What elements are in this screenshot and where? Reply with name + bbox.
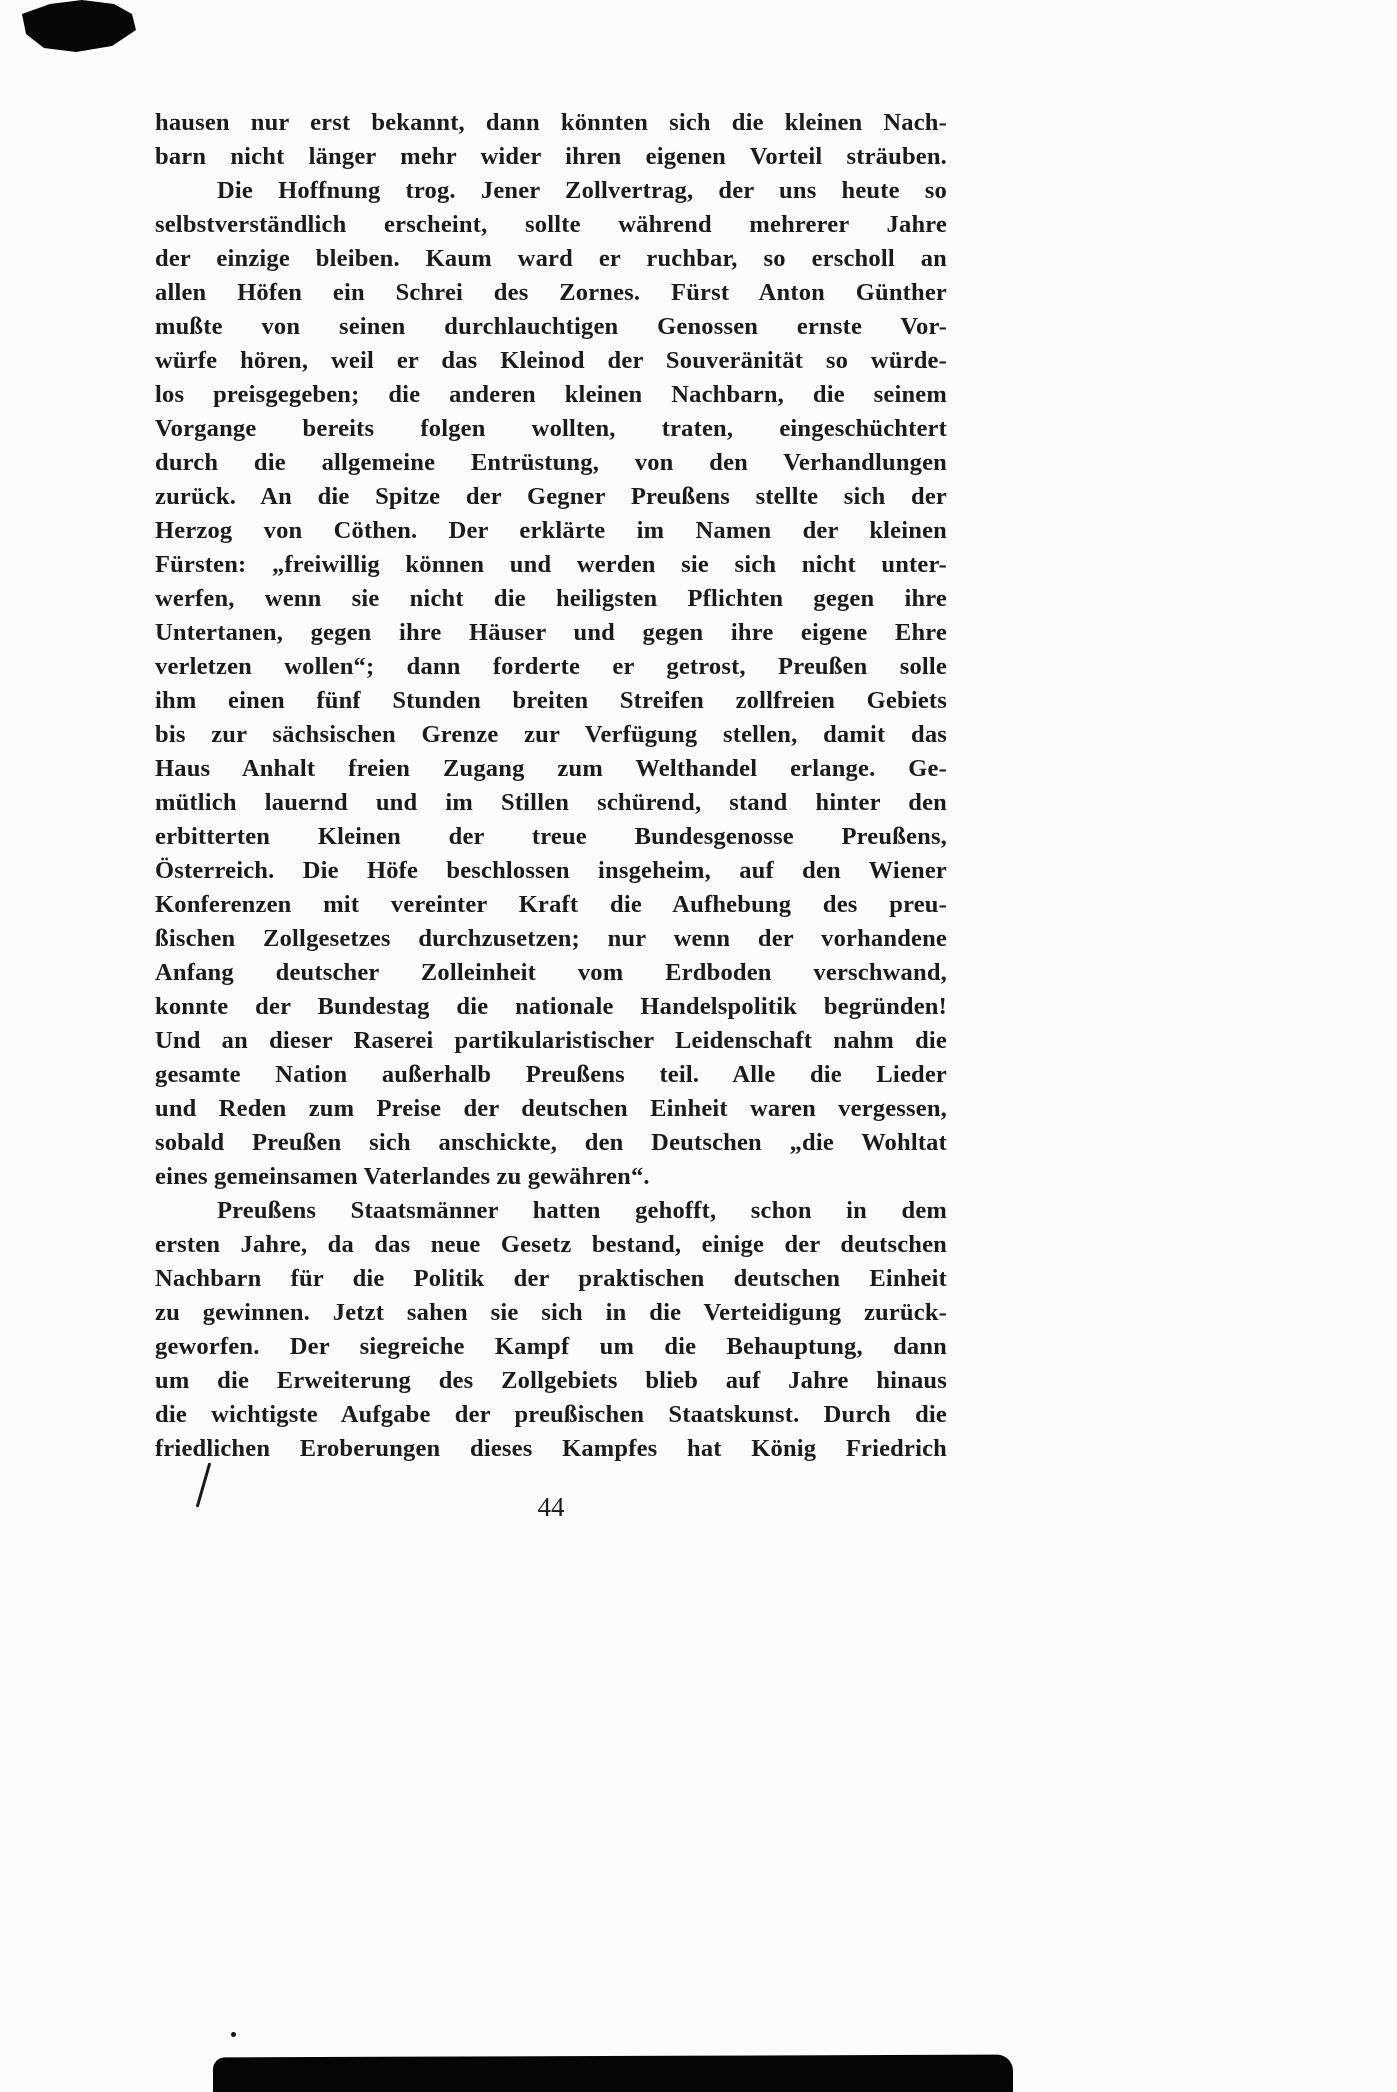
text-line: werfen, wenn sie nicht die heiligsten Pflichten gegen ihre bbox=[155, 585, 947, 612]
text-line: Untertanen, gegen ihre Häuser und gegen ihre eigene Ehre bbox=[155, 619, 947, 646]
text-line: bis zur sächsischen Grenze zur Verfügung stellen, damit das bbox=[155, 721, 947, 748]
page-number: 44 bbox=[537, 1492, 565, 1522]
text-line: eines gemeinsamen Vaterlandes zu gewähren“. bbox=[155, 1163, 650, 1190]
text-line: barn nicht länger mehr wider ihren eigenen Vorteil sträuben. bbox=[155, 143, 947, 170]
text-line: friedlichen Eroberungen dieses Kampfes hat König Friedrich bbox=[155, 1435, 947, 1462]
text-line: gesamte Nation außerhalb Preußens teil. Alle die Lieder bbox=[155, 1061, 947, 1088]
text-line: allen Höfen ein Schrei des Zornes. Fürst Anton Günther bbox=[155, 279, 947, 306]
text-line: sobald Preußen sich anschickte, den Deutschen „die Wohltat bbox=[155, 1129, 947, 1156]
text-line: Fürsten: „freiwillig können und werden sie sich nicht unter- bbox=[155, 551, 947, 578]
text-line: Herzog von Cöthen. Der erklärte im Namen der kleinen bbox=[155, 517, 947, 544]
text-line: Und an dieser Raserei partikularistischer Leidenschaft nahm die bbox=[155, 1027, 947, 1054]
text-line: zurück. An die Spitze der Gegner Preußens stellte sich der bbox=[155, 483, 947, 510]
text-line: Anfang deutscher Zolleinheit vom Erdboden verschwand, bbox=[155, 959, 947, 986]
text-line: selbstverständlich erscheint, sollte während mehrerer Jahre bbox=[155, 211, 947, 238]
text-line: Nachbarn für die Politik der praktischen deutschen Einheit bbox=[155, 1265, 947, 1292]
scan-artifact-dot bbox=[231, 2032, 236, 2037]
text-line: mußte von seinen durchlauchtigen Genossen ernste Vor- bbox=[155, 313, 947, 340]
text-line: Vorgange bereits folgen wollten, traten, eingeschüchtert bbox=[155, 415, 947, 442]
text-line: ßischen Zollgesetzes durchzusetzen; nur wenn der vorhandene bbox=[155, 925, 947, 952]
text-line: Österreich. Die Höfe beschlossen insgeheim, auf den Wiener bbox=[155, 857, 947, 884]
scan-artifact-top-left bbox=[20, 0, 138, 54]
text-line: Die Hoffnung trog. Jener Zollvertrag, der uns heute so bbox=[217, 177, 947, 204]
text-line: Preußens Staatsmänner hatten gehofft, schon in dem bbox=[217, 1197, 947, 1224]
text-line: ersten Jahre, da das neue Gesetz bestand, einige der deutschen bbox=[155, 1231, 947, 1258]
scan-artifact-bottom-bar bbox=[213, 2055, 1013, 2092]
text-line: Haus Anhalt freien Zugang zum Welthandel erlange. Ge- bbox=[155, 755, 947, 782]
text-line: erbitterten Kleinen der treue Bundesgenosse Preußens, bbox=[155, 823, 947, 850]
text-line: konnte der Bundestag die nationale Handelspolitik begründen! bbox=[155, 993, 947, 1020]
text-line: und Reden zum Preise der deutschen Einheit waren vergessen, bbox=[155, 1095, 947, 1122]
text-line: Konferenzen mit vereinter Kraft die Aufhebung des preu- bbox=[155, 891, 947, 918]
text-line: verletzen wollen“; dann forderte er getrost, Preußen solle bbox=[155, 653, 947, 680]
text-line: würfe hören, weil er das Kleinod der Souveränität so würde- bbox=[155, 347, 947, 374]
text-line: hausen nur erst bekannt, dann könnten sich die kleinen Nach- bbox=[155, 109, 947, 136]
text-block bbox=[155, 106, 947, 1466]
text-line: geworfen. Der siegreiche Kampf um die Behauptung, dann bbox=[155, 1333, 947, 1360]
text-line: mütlich lauernd und im Stillen schürend, stand hinter den bbox=[155, 789, 947, 816]
text-line: ihm einen fünf Stunden breiten Streifen zollfreien Gebiets bbox=[155, 687, 947, 714]
text-line: die wichtigste Aufgabe der preußischen Staatskunst. Durch die bbox=[155, 1401, 947, 1428]
text-line: zu gewinnen. Jetzt sahen sie sich in die Verteidigung zurück- bbox=[155, 1299, 947, 1326]
text-line: um die Erweiterung des Zollgebiets blieb auf Jahre hinaus bbox=[155, 1367, 947, 1394]
text-line: los preisgegeben; die anderen kleinen Nachbarn, die seinem bbox=[155, 381, 947, 408]
text-line: der einzige bleiben. Kaum ward er ruchbar, so erscholl an bbox=[155, 245, 947, 272]
text-line: durch die allgemeine Entrüstung, von den Verhandlungen bbox=[155, 449, 947, 476]
